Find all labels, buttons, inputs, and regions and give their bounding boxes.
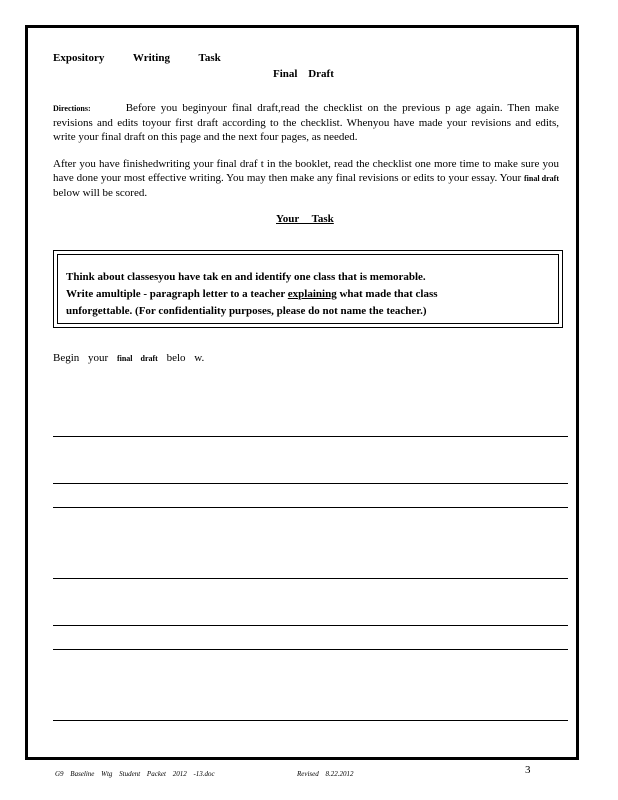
final-draft-label: final draft xyxy=(524,174,559,183)
your-task-heading: Your Task xyxy=(276,213,334,225)
instructions-paragraph xyxy=(53,157,559,200)
writing-line[interactable] xyxy=(53,649,568,650)
begin-final-draft: final draft xyxy=(116,354,158,363)
footer-revised: Revised 8.22.2012 xyxy=(297,770,354,778)
task-box xyxy=(53,250,563,328)
directions-text: Before you beginyour final draft,read the checklist on the previous p age again. Then make revisions and edits toyour first draft according to the checklist. Whenyou have made your revisions and edits, write your final draft on this page and the next four pages, as needed. xyxy=(53,102,560,143)
task-line-2-end: what made that class xyxy=(339,288,438,300)
footer-filename: G9 Baseline Wtg Student Packet 2012 -13.doc xyxy=(55,770,215,778)
begin-prompt xyxy=(53,353,204,364)
writing-line[interactable] xyxy=(53,720,568,721)
begin-text-end: belo w. xyxy=(166,352,205,364)
begin-text-start: Begin your xyxy=(53,352,109,364)
directions-label: Directions: xyxy=(53,104,91,113)
task-prompt xyxy=(66,269,521,320)
task-line-1: Think about classesyou have tak en and identify one class that is memorable. xyxy=(66,271,426,283)
page-number: 3 xyxy=(525,764,531,776)
writing-line[interactable] xyxy=(53,436,568,437)
writing-line[interactable] xyxy=(53,507,568,508)
task-line-3: unforgettable. (For confidentiality purposes, please do not name the teacher.) xyxy=(66,305,427,317)
directions-paragraph xyxy=(53,101,559,144)
writing-line[interactable] xyxy=(53,578,568,579)
instructions-text-start: After you have finishedwriting your final draf t in the booklet, read the checklist one more time to make sure you have done your most effective writing. You may then make any final revisions or edits to your essay. Your xyxy=(53,158,559,184)
task-keyword-explaining: explaining xyxy=(287,288,337,300)
writing-line[interactable] xyxy=(53,483,568,484)
page-title: Expository Writing Task xyxy=(53,52,221,64)
task-line-2-start: Write amultiple - paragraph letter to a teacher xyxy=(66,288,286,300)
page-subtitle: Final Draft xyxy=(273,68,334,80)
writing-line[interactable] xyxy=(53,625,568,626)
instructions-text-end: below will be scored. xyxy=(53,187,148,199)
task-box-inner-border xyxy=(57,254,559,324)
